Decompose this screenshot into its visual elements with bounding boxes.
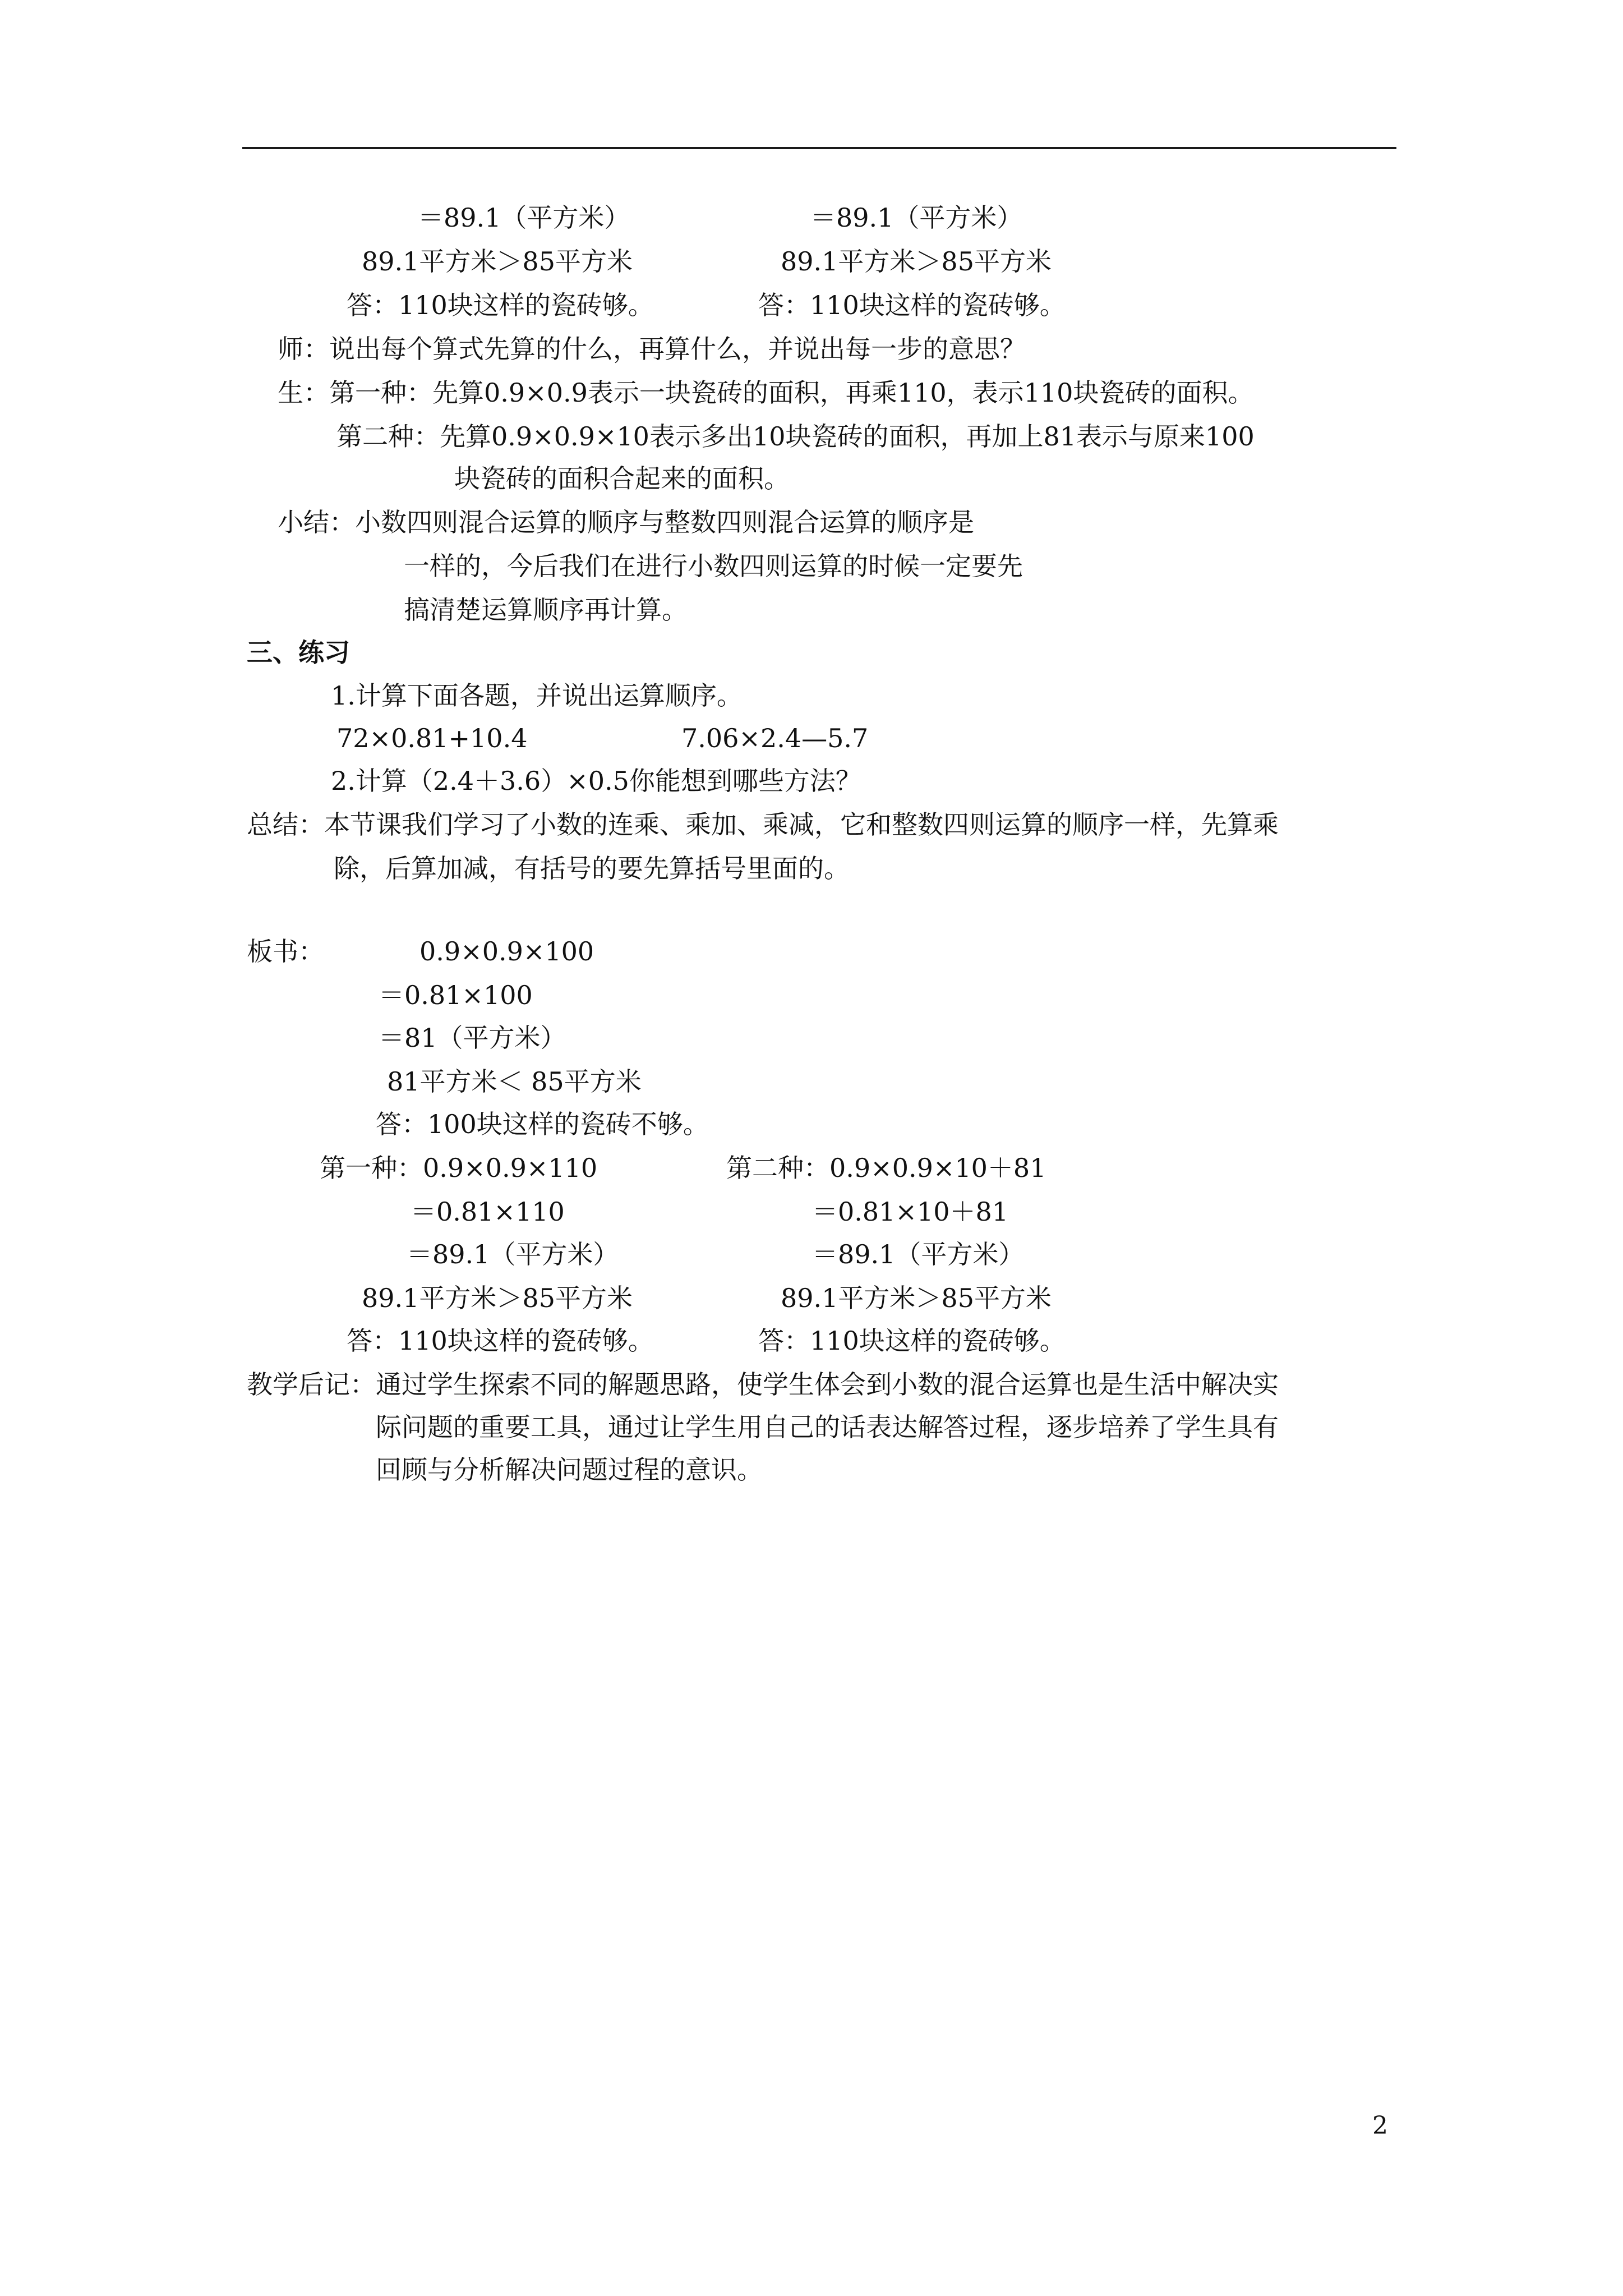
text-line: 一样的，今后我们在进行小数四则运算的时候一定要先 [404, 551, 1023, 581]
text-line: 答：110块这样的瓷砖够。 [347, 290, 654, 320]
text-line: 搞清楚运算顺序再计算。 [404, 595, 688, 625]
text-line: ＝89.1（平方米） [810, 203, 1023, 233]
header-rule [242, 147, 1396, 149]
board-expression: ＝89.1（平方米） [407, 1239, 619, 1269]
board-expression: 第二种：0.9×0.9×10＋81 [726, 1153, 1046, 1183]
text-line: 块瓷砖的面积合起来的面积。 [454, 463, 790, 494]
student-line: 生：第一种：先算0.9×0.9表示一块瓷砖的面积，再乘110，表示110块瓷砖的面积。 [278, 378, 1254, 408]
board-label: 板书： [247, 936, 324, 967]
board-expression: ＝0.81×100 [379, 980, 533, 1010]
board-answer: 答：100块这样的瓷砖不够。 [376, 1109, 709, 1139]
teacher-line: 师：说出每个算式先算的什么，再算什么，并说出每一步的意思？ [278, 334, 1026, 364]
board-expression: ＝0.81×10＋81 [812, 1197, 1009, 1227]
board-expression: ＝81（平方米） [379, 1023, 566, 1053]
text-line: 回顾与分析解决问题过程的意识。 [376, 1455, 763, 1485]
exercise-expression: 7.06×2.4—5.7 [681, 723, 869, 753]
board-expression: 0.9×0.9×100 [419, 936, 594, 967]
text-line: 1.计算下面各题，并说出运算顺序。 [331, 680, 743, 711]
board-expression: ＝89.1（平方米） [812, 1239, 1025, 1269]
board-answer: 答：110块这样的瓷砖够。 [347, 1326, 654, 1356]
text-line: 除，后算加减，有括号的要先算括号里面的。 [334, 853, 850, 884]
board-expression: 89.1平方米＞85平方米 [362, 1283, 633, 1313]
text-line: ＝89.1（平方米） [418, 203, 630, 233]
board-answer: 答：110块这样的瓷砖够。 [758, 1326, 1066, 1356]
summary-line: 小结：小数四则混合运算的顺序与整数四则混合运算的顺序是 [278, 507, 974, 537]
board-expression: 89.1平方米＞85平方米 [781, 1283, 1052, 1313]
board-expression: ＝0.81×110 [411, 1197, 565, 1227]
conclusion-line: 总结：本节课我们学习了小数的连乘、乘加、乘减，它和整数四则运算的顺序一样，先算乘 [247, 809, 1279, 840]
text-line: 89.1平方米＞85平方米 [781, 246, 1052, 277]
text-line: 2.计算（2.4＋3.6）×0.5你能想到哪些方法？ [331, 766, 861, 796]
text-line: 答：110块这样的瓷砖够。 [758, 290, 1066, 320]
text-line: 第二种：先算0.9×0.9×10表示多出10块瓷砖的面积，再加上81表示与原来100 [336, 421, 1255, 452]
board-expression: 81平方米＜ 85平方米 [387, 1066, 642, 1097]
section-heading: 三、练习 [247, 637, 350, 668]
exercise-expression: 72×0.81+10.4 [336, 723, 528, 753]
page-number: 2 [1372, 2111, 1388, 2140]
text-line: 际问题的重要工具，通过让学生用自己的话表达解答过程，逐步培养了学生具有 [376, 1412, 1279, 1442]
text-line: 89.1平方米＞85平方米 [362, 246, 633, 277]
reflection-line: 教学后记：通过学生探索不同的解题思路，使学生体会到小数的混合运算也是生活中解决实 [247, 1369, 1279, 1400]
board-expression: 第一种：0.9×0.9×110 [320, 1153, 598, 1183]
